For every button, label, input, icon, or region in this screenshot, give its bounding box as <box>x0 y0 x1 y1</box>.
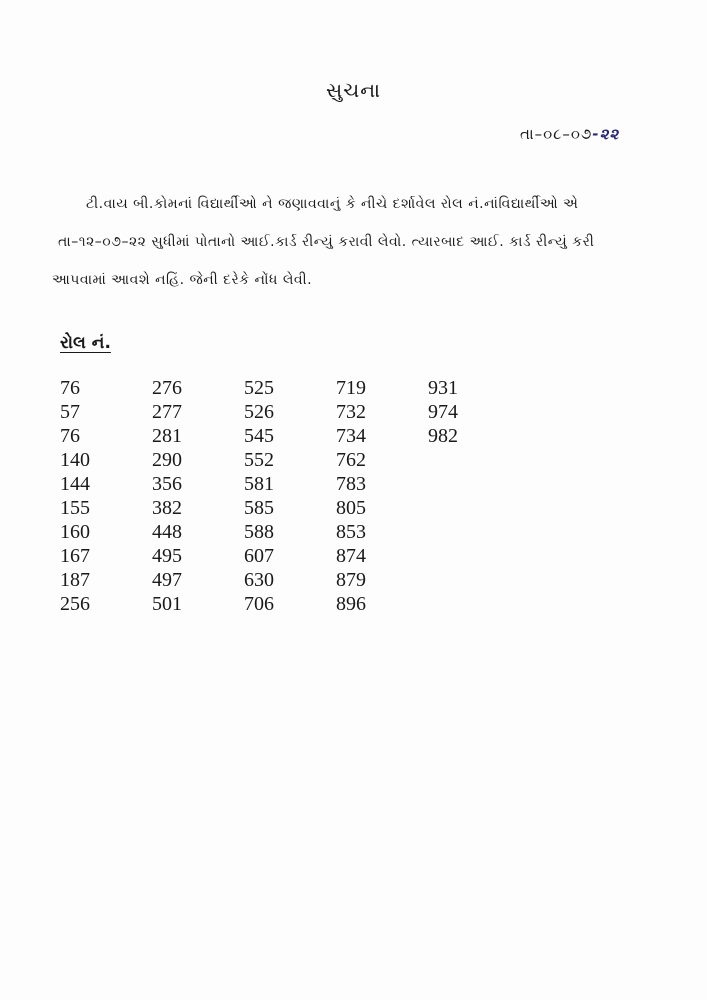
roll-number: 879 <box>336 569 366 591</box>
notice-body <box>50 185 650 299</box>
roll-number: 719 <box>336 377 366 399</box>
roll-number: 497 <box>152 569 182 591</box>
roll-number: 581 <box>244 473 274 495</box>
roll-column <box>428 376 520 616</box>
roll-number: 290 <box>152 449 182 471</box>
roll-number: 356 <box>152 473 182 495</box>
roll-number: 382 <box>152 497 182 519</box>
roll-column <box>152 376 244 616</box>
notice-line-3: આપવામાં આવશે નહિં. જેની દરેકે નોંધ લેવી. <box>52 272 313 288</box>
roll-number: 734 <box>336 425 366 447</box>
roll-number: 448 <box>152 521 182 543</box>
roll-number: 277 <box>152 401 182 423</box>
date-printed: તા–૦૮–૦૭ <box>520 125 593 143</box>
roll-number: 525 <box>244 377 274 399</box>
roll-number: 931 <box>428 377 458 399</box>
notice-line-2: તા–૧૨–૦૭–૨૨ સુધીમાં પોતાનો આઈ.કાર્ડ રીન્યું કરાવી લેવો. ત્યારબાદ આઈ. કાર્ડ રીન્યું કરી <box>58 234 595 250</box>
roll-column <box>244 376 336 616</box>
roll-number: 874 <box>336 545 366 567</box>
date-handwritten: -૨૨ <box>592 125 620 143</box>
roll-column <box>336 376 428 616</box>
notice-title: સુચના <box>326 78 381 102</box>
roll-number: 281 <box>152 425 182 447</box>
roll-number: 853 <box>336 521 366 543</box>
roll-number: 585 <box>244 497 274 519</box>
roll-number: 974 <box>428 401 458 423</box>
roll-number: 805 <box>336 497 366 519</box>
roll-number: 552 <box>244 449 274 471</box>
roll-column <box>60 376 152 616</box>
roll-number: 276 <box>152 377 182 399</box>
roll-number: 155 <box>60 497 90 519</box>
roll-number: 76 <box>60 377 80 399</box>
roll-number-grid <box>60 376 520 616</box>
roll-number: 495 <box>152 545 182 567</box>
roll-number: 76 <box>60 425 80 447</box>
roll-number: 607 <box>244 545 274 567</box>
roll-number: 732 <box>336 401 366 423</box>
roll-number: 630 <box>244 569 274 591</box>
roll-number: 187 <box>60 569 90 591</box>
roll-number: 783 <box>336 473 366 495</box>
roll-number: 144 <box>60 473 90 495</box>
roll-number: 57 <box>60 401 80 423</box>
roll-number-heading: રોલ નં. <box>60 333 111 353</box>
notice-date <box>520 125 619 143</box>
roll-number: 588 <box>244 521 274 543</box>
roll-number: 160 <box>60 521 90 543</box>
notice-line-1: ટી.વાય બી.કોમનાં વિદ્યાર્થીઓ ને જણાવવાનું કે નીચે દર્શાવેલ રોલ નં.નાંવિદ્યાર્થીઓ એ <box>86 196 579 212</box>
roll-number: 762 <box>336 449 366 471</box>
roll-number: 545 <box>244 425 274 447</box>
roll-number: 526 <box>244 401 274 423</box>
roll-number: 896 <box>336 593 366 615</box>
roll-number: 982 <box>428 425 458 447</box>
roll-number: 706 <box>244 593 274 615</box>
roll-number: 140 <box>60 449 90 471</box>
roll-number: 256 <box>60 593 90 615</box>
roll-number: 501 <box>152 593 182 615</box>
roll-number: 167 <box>60 545 90 567</box>
